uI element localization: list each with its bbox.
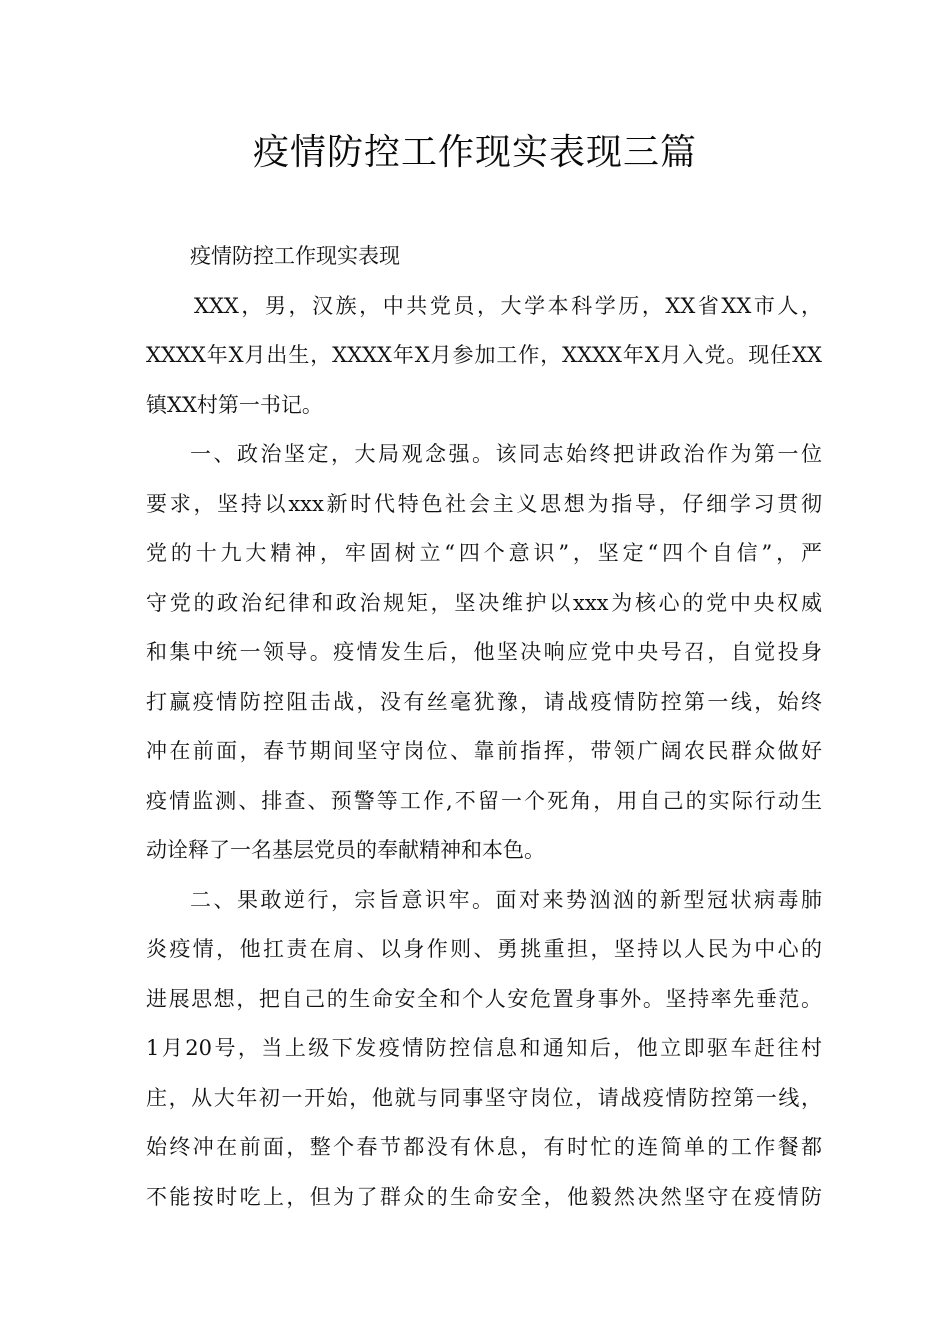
paragraph-line: 炎疫情，他扛责在肩、以身作则、勇挑重担，坚持以人民为中心的	[146, 937, 822, 961]
document-body	[146, 232, 822, 1222]
paragraph-line: 疫情监测、排查、预警等工作,不留一个死角，用自己的实际行动生	[146, 788, 822, 813]
paragraph-line: 一、政治坚定，大局观念强。该同志始终把讲政治作为第一位	[190, 442, 822, 466]
paragraph-line: 党的十九大精神，牢固树立“四个意识”，坚定“四个自信”，严	[146, 541, 822, 565]
paragraph-line: 始终冲在前面，整个春节都没有休息，有时忙的连简单的工作餐都	[146, 1135, 822, 1159]
paragraph-line: 进展思想，把自己的生命安全和个人安危置身事外。坚持率先垂范。	[146, 986, 822, 1011]
paragraph-line: 打赢疫情防控阻击战，没有丝毫犹豫，请战疫情防控第一线，始终	[146, 689, 822, 714]
paragraph-line: XXXX年X月出生，XXXX年X月参加工作，XXXX年X月入党。现任XX	[146, 343, 822, 367]
paragraph-line: XXX，男，汉族，中共党员，大学本科学历，XX省XX市人，	[194, 293, 822, 318]
paragraph-line: 不能按时吃上，但为了群众的生命安全，他毅然决然坚守在疫情防	[146, 1184, 822, 1209]
paragraph-line: 庄，从大年初一开始，他就与同事坚守岗位，请战疫情防控第一线，	[146, 1085, 822, 1110]
paragraph-line: 二、果敢逆行，宗旨意识牢。面对来势汹汹的新型冠状病毒肺	[190, 887, 822, 912]
paragraph-line: 要求，坚持以xxx新时代特色社会主义思想为指导，仔细学习贯彻	[146, 491, 822, 516]
section-heading: 疫情防控工作现实表现	[190, 244, 400, 268]
document-title: 疫情防控工作现实表现三篇	[252, 132, 697, 173]
paragraph-line: 冲在前面，春节期间坚守岗位、靠前指挥，带领广阔农民群众做好	[146, 739, 822, 763]
paragraph-line: 镇XX村第一书记。	[146, 392, 323, 417]
paragraph-line: 1月20号，当上级下发疫情防控信息和通知后，他立即驱车赶往村	[146, 1036, 822, 1060]
paragraph-line: 守党的政治纪律和政治规矩，坚决维护以xxx为核心的党中央权威	[146, 590, 822, 615]
paragraph-line: 和集中统一领导。疫情发生后，他坚决响应党中央号召，自觉投身	[146, 640, 822, 664]
paragraph-line: 动诠释了一名基层党员的奉献精神和本色。	[146, 838, 545, 862]
